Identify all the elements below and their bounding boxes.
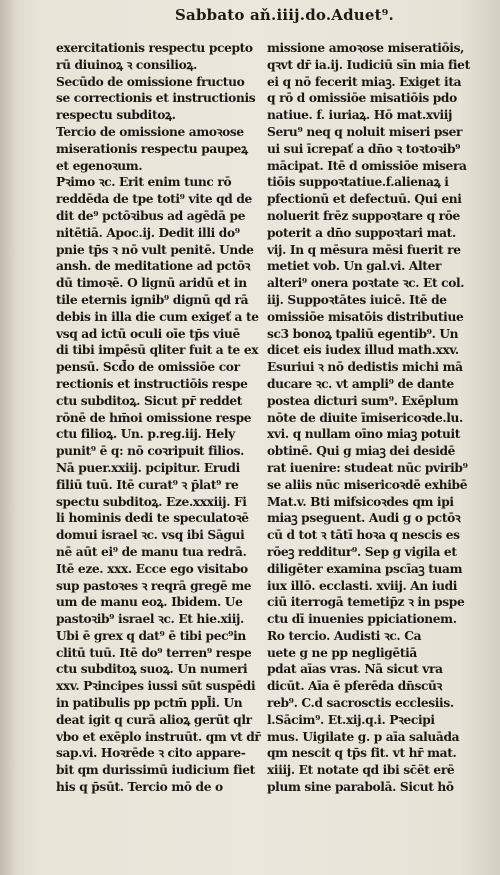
left-column-line: di tibi impēsū qliter fuit a te ex — [56, 343, 259, 358]
right-column-line: l.Sācim⁹. Et.xij.q.i. Pꝛecipi — [267, 712, 435, 727]
right-column-line: sc3 bonoꝝ tpaliū egentib⁹. Un — [267, 326, 459, 341]
left-column-line: ctu subditoꝝ. Sicut pr̄ reddet — [56, 393, 243, 408]
right-column-line: ciū iterrogā temetip̄z ꝛ in pspe — [267, 595, 465, 610]
right-column-line: plum sine parabolā. Sicut hō — [267, 780, 454, 795]
right-column-line: qm nescit q tp̄s fit. vt hr̄ mat. — [267, 746, 457, 761]
left-column-line: nitētiā. Apoc.ij. Dedit illi do⁹ — [56, 225, 240, 240]
left-column-line: sap.vi. Hoꝛrēde ꝛ cito appare- — [56, 746, 246, 761]
left-column-line: pastoꝛib⁹ israel ꝛc. Et hie.xiij. — [56, 612, 244, 627]
right-column-line: natiue. f. iuriaꝝ. Hō mat.xviij — [267, 108, 453, 123]
left-column-line: dū timoꝛē. O lignū aridū et in — [56, 276, 247, 291]
right-column-line: Mat.v. Bti mifsicoꝛdes qm ipi — [267, 494, 454, 509]
right-column-line: miaꝫ pseguent. Audi g o pctōꝛ — [267, 511, 461, 526]
right-column-line: tiōis suppoꝛtatiue.f.alienaꝝ i — [267, 175, 449, 190]
left-column-line: li hominis dedi te speculatoꝛē — [56, 511, 249, 526]
left-column-line: Tercio de omissione amoꝛose — [56, 124, 244, 139]
left-column-line: um de manu eoꝝ. Ibidem. Ue — [56, 595, 243, 610]
left-column-line: debis in illa die cum exigeť a te — [56, 309, 259, 324]
right-column-line: missione amoꝛose miseratiōis, — [267, 41, 464, 55]
left-column-line: Secūdo de omissione fructuo — [56, 74, 245, 89]
left-column-line: vsq ad ictū oculi oīe tp̄s viuē — [56, 326, 240, 341]
left-column-line: deat igit q curā alioꝝ gerūt qlr — [56, 712, 252, 727]
left-column-line: ctu subditoꝝ suoꝝ. Un numeri — [56, 662, 248, 677]
right-column-line: Esuriui ꝛ nō dedistis michi mā — [267, 360, 463, 375]
left-column-line: respectu subditoꝝ. — [56, 108, 176, 123]
right-column-line: se aliis nūc misericoꝛdē exhibē — [267, 477, 468, 492]
right-column-line: rōeꝫ redditur⁹. Sep g vigila et — [267, 544, 457, 559]
left-column-line: ctu filioꝝ. Un. p.reg.iij. Hely — [56, 427, 235, 442]
right-column-line: Ro tercio. Audisti ꝛc. Ca — [267, 628, 422, 643]
left-column-line: ansh. de meditatione ad pctōꝛ — [56, 259, 251, 274]
left-column-line: filiū tuū. Itē curat⁹ ꝛ p̄lat⁹ re — [56, 477, 239, 492]
right-column-line: reb⁹. C.d sacrosctis ecclesiis. — [267, 696, 454, 711]
right-column-line: noluerit frēz suppoꝛtare q rōe — [267, 208, 460, 223]
left-column-line: pensū. Scd̄o de omissiōe cor — [56, 360, 240, 375]
left-column-line: bit qm durissimū iudicium fiet — [56, 763, 255, 778]
right-column-line: q rō d omissiōe misatiōis pdo — [267, 91, 457, 106]
right-column-line: ctu dī inuenies ppiciationem. — [267, 612, 457, 627]
right-column-line: dicet eis iudex illud math.xxv. — [267, 343, 459, 358]
left-column-line: tile eternis ignib⁹ dignū qd rā — [56, 292, 249, 307]
left-column-line: Ubi ē grex q dat⁹ ē tibi pec⁹in — [56, 628, 246, 643]
left-column-line: domui israel ꝛc. vsq ibi Sāgui — [56, 528, 245, 543]
left-column-line: exercitationis respectu pcepto — [56, 41, 253, 55]
right-column-line: xvi. q nullam oīno miaꝫ potuit — [267, 427, 461, 442]
left-column-line: sup pastoꝛes ꝛ reqrā gregē me — [56, 578, 252, 593]
right-column-line: mācipat. Itē d omissiōe misera — [267, 158, 467, 173]
right-column-line: pdat aīas vras. Nā sicut vra — [267, 662, 443, 677]
right-column-line: obtinē. Qui g miaꝫ dei desidē — [267, 444, 456, 459]
right-column-line: cū d tot ꝛ tātī hoꝛa q nescis es — [267, 528, 460, 543]
running-head: Sabbato aň.iiij.do.Aduet⁹. — [175, 6, 394, 24]
left-column-line: clitū tuū. Itē do⁹ terren⁹ respe — [56, 645, 252, 660]
right-column-line: nōte de diuite īmisericoꝛde.lu. — [267, 410, 463, 425]
right-column-line: diligēter examina pscīaꝫ tuam — [267, 561, 463, 576]
left-column-line: vbo et exēplo instruūt. qm vt dr̄ — [56, 729, 261, 744]
right-column-line: mus. Uigilate g. p aīa saluāda — [267, 729, 460, 744]
right-column-line: poterit a dn̄o suppoꝛtari mat. — [267, 225, 456, 240]
right-column-line: iij. Suppoꝛtātes iuicē. Itē de — [267, 292, 447, 307]
left-column-line: his q p̄sūt. Tercio mō de o — [56, 780, 223, 795]
right-column-line: postea dicturi sum⁹. Exēplum — [267, 393, 459, 408]
left-column-line: Pꝛimo ꝛc. Erit enim tunc rō — [56, 175, 232, 190]
left-column-line: xxv. Pꝛincipes iussi sūt suspēdi — [56, 679, 256, 694]
right-column-line: qꝛvt dr̄ ia.ij. Iudiciū sīn mia fiet — [267, 57, 470, 72]
left-column-line: miserationis respectu paupeꝝ — [56, 141, 248, 156]
right-column-line: iux illō. ecclasti. xviij. An iudi — [267, 578, 458, 593]
right-column-line: vij. In q mēsura mēsi fuerit re — [267, 242, 461, 257]
left-column-line: se correctionis et instructionis — [56, 91, 256, 106]
left-column-line: Itē eze. xxx. Ecce ego visitabo — [56, 561, 248, 576]
right-column-line: alteri⁹ onera poꝛtate ꝛc. Et col. — [267, 276, 465, 291]
left-column-line: reddēda de tpe toti⁹ vite qd de — [56, 192, 252, 207]
left-column-line: pnie tp̄s ꝛ nō vult penitē. Unde — [56, 242, 254, 257]
right-column-line: xiiij. Et notate qd ibi sc̄ēt erē — [267, 763, 455, 778]
gutter-shadow — [0, 0, 18, 875]
left-column-line: nē aūt ei⁹ de manu tua redrā. — [56, 544, 247, 559]
left-column-line: rōnē de hm̄oi omissione respe — [56, 410, 252, 425]
right-column-line: pfectionū et defectuū. Qui eni — [267, 192, 462, 207]
right-column-line: ducare ꝛc. vt ampli⁹ de dante — [267, 376, 454, 391]
right-column-line: uete g ne pp negligētiā — [267, 645, 417, 660]
left-column-line: spectu subditoꝝ. Eze.xxxiij. Fi — [56, 494, 247, 509]
left-column-line: rectionis et instructiōis respe — [56, 376, 248, 391]
left-column-line: in patibulis pp pctm̄ ppl̄i. Un — [56, 696, 243, 711]
left-column-line: et egenoꝛum. — [56, 158, 143, 173]
right-column-line: metiet vob. Un gal.vi. Alter — [267, 259, 442, 274]
left-column — [56, 40, 268, 848]
right-column-line: ui sui īcrepať a dn̄o ꝛ toꝛtoꝛib⁹ — [267, 141, 461, 156]
right-column-line: omissiōe misatōis distributiue — [267, 309, 464, 324]
left-column-line: Nā puer.xxiij. pcipitur. Erudi — [56, 460, 240, 475]
left-column-line: punit⁹ ē q: nō coꝛripuit filios. — [56, 444, 245, 459]
left-column-line: rū diuinoꝝ ꝛ consilioꝝ. — [56, 57, 197, 72]
right-column-line: rat iuenire: studeat nūc pvirib⁹ — [267, 460, 468, 475]
right-column — [267, 40, 479, 848]
right-column-line: dicūt. Aīa ē pferēda dn̄scūꝛ — [267, 679, 442, 694]
right-column-line: Seru⁹ neq q noluit miseri pser — [267, 124, 463, 139]
right-column-line: ei q nō fecerit miaꝫ. Exiget ita — [267, 74, 462, 89]
left-column-line: dit de⁹ pctōꝛibus ad agēdā pe — [56, 208, 246, 223]
